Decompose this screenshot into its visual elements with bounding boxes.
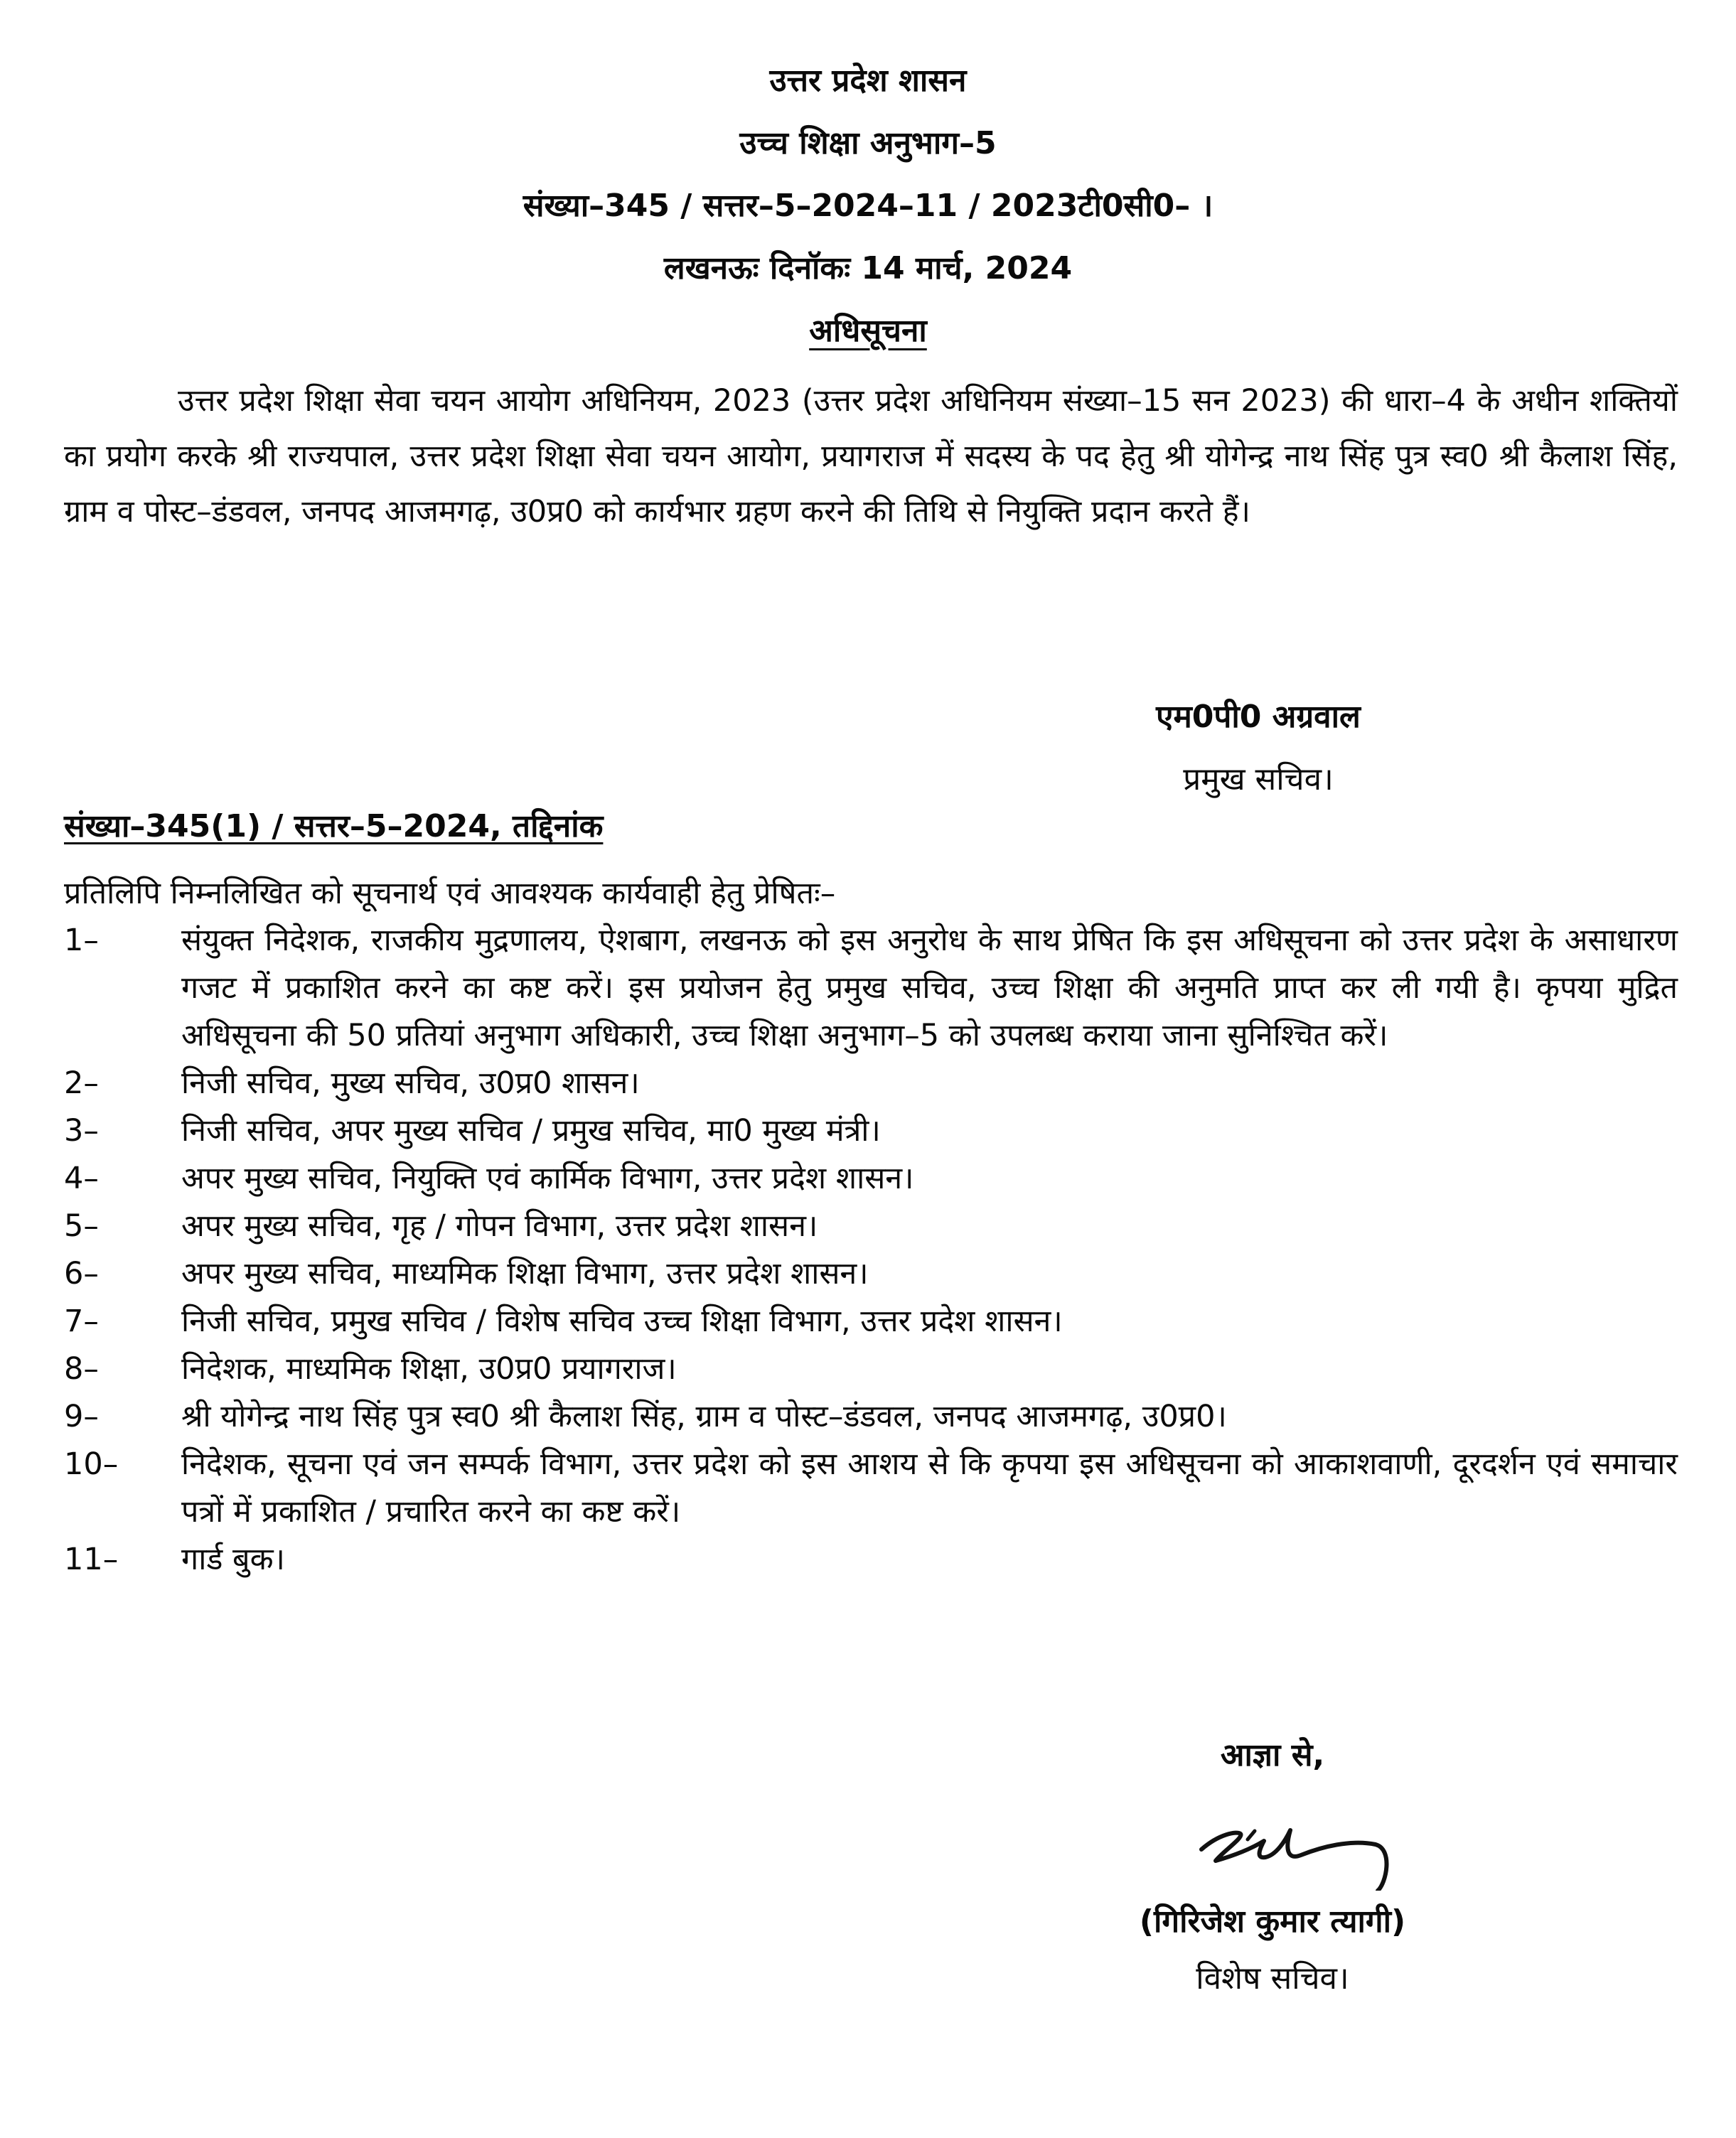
list-item-text: निदेशक, माध्यमिक शिक्षा, उ0प्र0 प्रयागराज। bbox=[181, 1351, 677, 1387]
list-item bbox=[64, 1155, 1678, 1203]
list-item bbox=[64, 1298, 1678, 1345]
special-secretary-signature-block bbox=[1095, 1727, 1450, 2007]
list-item-number: 8– bbox=[64, 1351, 99, 1387]
list-item bbox=[64, 1107, 1678, 1155]
list-item-number: 2– bbox=[64, 1065, 99, 1101]
list-item-text: निजी सचिव, प्रमुख सचिव / विशेष सचिव उच्च शिक्षा विभाग, उत्तर प्रदेश शासन। bbox=[181, 1304, 1063, 1339]
list-item-number: 4– bbox=[64, 1161, 99, 1196]
list-item-text: निजी सचिव, अपर मुख्य सचिव / प्रमुख सचिव, मा0 मुख्य मंत्री। bbox=[181, 1113, 881, 1149]
list-item-number: 1– bbox=[64, 923, 99, 958]
list-item-text: निजी सचिव, मुख्य सचिव, उ0प्र0 शासन। bbox=[181, 1065, 640, 1101]
notification-paragraph: उत्तर प्रदेश शिक्षा सेवा चयन आयोग अधिनियम, 2023 (उत्तर प्रदेश अधिनियम संख्या–15 सन 2023) की धारा–4 के अधीन शक्तियों का प्रयोग करके श्री राज्यपाल, उत्तर प्रदेश शिक्षा सेवा चयन आयोग, प्रयागराज में सदस्य के पद हेतु श्री योगेन्द्र नाथ सिंह पुत्र स्व0 श्री कैलाश सिंह, ग्राम व पोस्ट–डंडवल, जनपद आजमगढ़, उ0प्र0 को कार्यभार ग्रहण करने की तिथि से नियुक्ति प्रदान करते हैं। bbox=[64, 383, 1678, 530]
list-item-text: अपर मुख्य सचिव, नियुक्ति एवं कार्मिक विभाग, उत्तर प्रदेश शासन। bbox=[181, 1161, 914, 1196]
list-item-number: 3– bbox=[64, 1113, 99, 1149]
document-title: अधिसूचना bbox=[809, 313, 927, 349]
list-item bbox=[64, 1250, 1678, 1298]
section-name: उच्च शिक्षा अनुभाग–5 bbox=[739, 125, 997, 161]
list-item bbox=[64, 1441, 1678, 1536]
copy-intro: प्रतिलिपि निम्नलिखित को सूचनार्थ एवं आवश्यक कार्यवाही हेतु प्रेषितः– bbox=[64, 876, 836, 911]
list-item-text: गार्ड बुक। bbox=[181, 1542, 285, 1577]
list-item-text: अपर मुख्य सचिव, माध्यमिक शिक्षा विभाग, उत्तर प्रदेश शासन। bbox=[181, 1256, 869, 1291]
signatory-designation: प्रमुख सचिव। bbox=[1183, 761, 1334, 797]
signatory-name: (गिरिजेश कुमार त्यागी) bbox=[1139, 1903, 1406, 1940]
list-item-text: निदेशक, सूचना एवं जन सम्पर्क विभाग, उत्तर प्रदेश को इस आशय से कि कृपया इस अधिसूचना को आकाशवाणी, दूरदर्शन एवं समाचार पत्रों में प्रकाशित / प्रचारित करने का कष्ट करें। bbox=[181, 1446, 1678, 1530]
document-header bbox=[0, 50, 1736, 362]
list-item-text: संयुक्त निदेशक, राजकीय मुद्रणालय, ऐशबाग, लखनऊ को इस अनुरोध के साथ प्रेषित कि इस अधिसूचना को उत्तर प्रदेश के असाधारण गजट में प्रकाशित करने का कष्ट करें। इस प्रयोजन हेतु प्रमुख सचिव, उच्च शिक्षा की अनुमति प्राप्त कर ली गयी है। कृपया मुद्रित अधिसूचना की 50 प्रतियां अनुभाग अधिकारी, उच्च शिक्षा अनुभाग–5 को उपलब्ध कराया जाना सुनिश्चित करें। bbox=[181, 923, 1678, 1053]
list-item bbox=[64, 917, 1678, 1060]
place-date: लखनऊः दिनॉकः 14 मार्च, 2024 bbox=[663, 250, 1073, 286]
list-item-text: अपर मुख्य सचिव, गृह / गोपन विभाग, उत्तर प्रदेश शासन। bbox=[181, 1208, 818, 1244]
list-item-number: 9– bbox=[64, 1399, 99, 1434]
reference-number: संख्या–345 / सत्तर–5–2024–11 / 2023टी0सी0– । bbox=[523, 188, 1213, 224]
signatory-designation: विशेष सचिव। bbox=[1196, 1960, 1349, 1997]
list-item bbox=[64, 1060, 1678, 1107]
list-item-number: 5– bbox=[64, 1208, 99, 1244]
principal-secretary-signature-block bbox=[1109, 686, 1408, 811]
list-item bbox=[64, 1345, 1678, 1393]
list-item bbox=[64, 1203, 1678, 1250]
list-item-number: 11– bbox=[64, 1542, 119, 1577]
copy-reference-number: संख्या–345(1) / सत्तर–5–2024, तद्दिनांक bbox=[64, 808, 604, 844]
list-item-text: श्री योगेन्द्र नाथ सिंह पुत्र स्व0 श्री कैलाश सिंह, ग्राम व पोस्ट–डंडवल, जनपद आजमगढ़, उ0प्र0। bbox=[181, 1399, 1227, 1434]
list-item bbox=[64, 1536, 1678, 1584]
list-item-number: 6– bbox=[64, 1256, 99, 1291]
list-item-number: 10– bbox=[64, 1446, 119, 1482]
signatory-name: एम0पी0 अग्रवाल bbox=[1156, 699, 1361, 735]
list-item bbox=[64, 1393, 1678, 1441]
list-item-number: 7– bbox=[64, 1304, 99, 1339]
government-name: उत्तर प्रदेश शासन bbox=[769, 63, 967, 99]
by-order-text: आज्ञा से, bbox=[1220, 1737, 1325, 1773]
handwritten-signature bbox=[1095, 1784, 1450, 1891]
copy-recipients-list bbox=[64, 917, 1678, 1584]
